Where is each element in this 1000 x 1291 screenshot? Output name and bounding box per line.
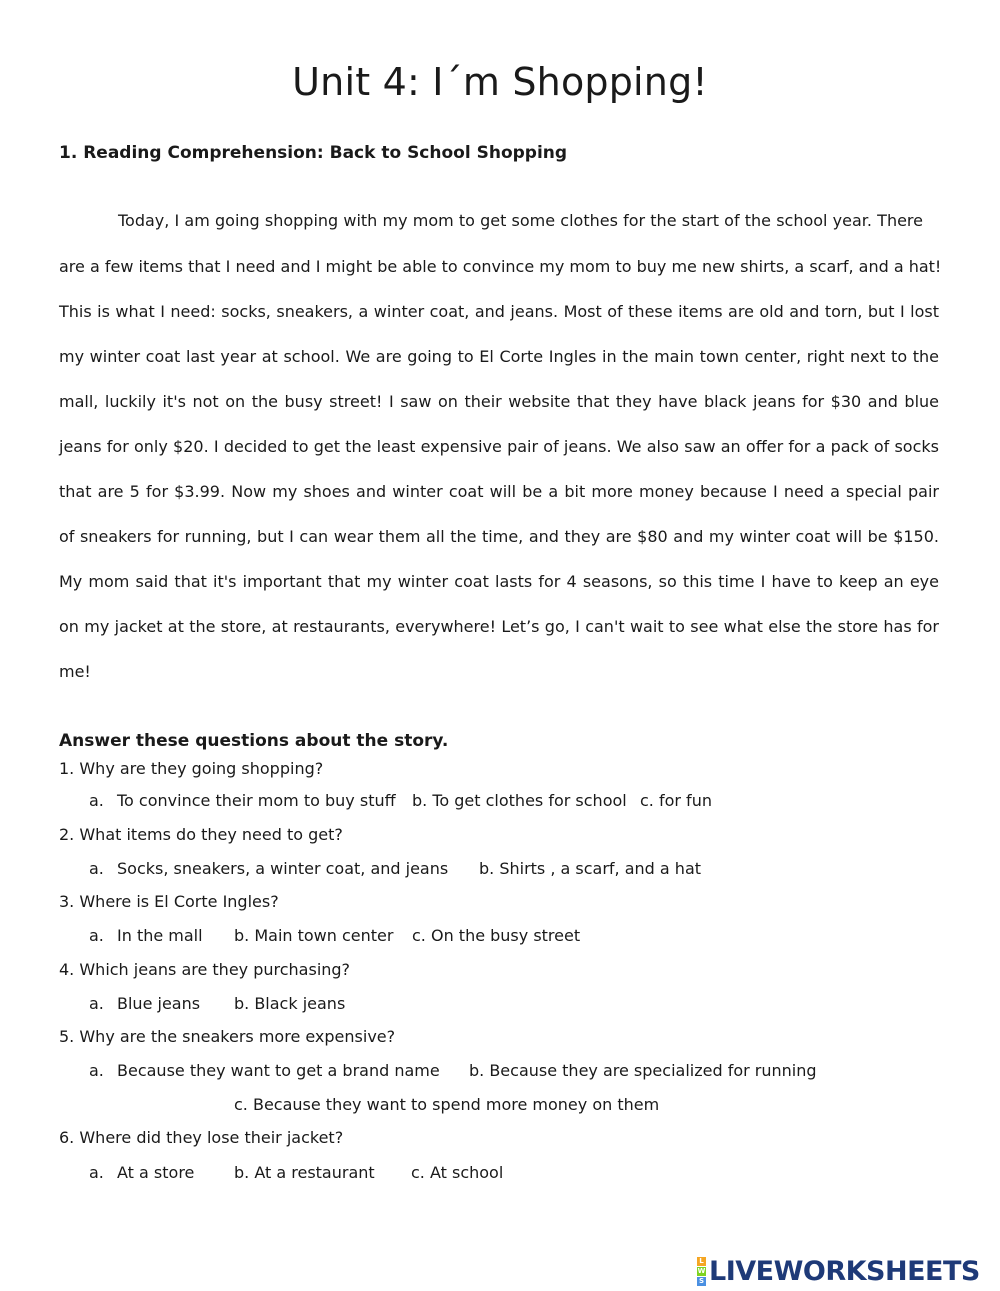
passage-line: Today, I am going shopping with my mom to get some clothes for the start of the school year. There: [118, 211, 923, 230]
answer-option[interactable]: To convince their mom to buy stuff: [117, 791, 396, 810]
passage-line: that are 5 for $3.99. Now my shoes and winter coat will be a bit more money because I need a special pair: [59, 482, 939, 501]
passage-line: on my jacket at the store, at restaurants, everywhere! Let’s go, I can't wait to see what else the store has for: [59, 617, 939, 636]
passage-line: jeans for only $20. I decided to get the least expensive pair of jeans. We also saw an offer for a pack of socks: [59, 437, 939, 456]
liveworksheets-logo: [697, 1256, 980, 1287]
answer-option[interactable]: c. At school: [411, 1163, 504, 1182]
logo-text: LIVEWORKSHEETS: [709, 1256, 980, 1287]
answer-option[interactable]: Blue jeans: [117, 994, 201, 1013]
option-marker: a.: [89, 926, 104, 945]
answer-option[interactable]: b. To get clothes for school: [412, 791, 627, 810]
question-3: 3. Where is El Corte Ingles?: [59, 892, 279, 911]
option-marker: a.: [89, 994, 104, 1013]
passage-line: me!: [59, 662, 91, 681]
question-6: 6. Where did they lose their jacket?: [59, 1128, 344, 1147]
answer-option[interactable]: c. Because they want to spend more money on them: [234, 1095, 660, 1114]
passage-line: This is what I need: socks, sneakers, a winter coat, and jeans. Most of these items are old and torn, but I lost: [59, 302, 939, 321]
logo-blocks-icon: [697, 1257, 706, 1286]
answer-option[interactable]: b. Main town center: [234, 926, 394, 945]
answer-option[interactable]: b. Black jeans: [234, 994, 346, 1013]
option-marker: a.: [89, 859, 104, 878]
answer-option[interactable]: b. At a restaurant: [234, 1163, 375, 1182]
passage-line: are a few items that I need and I might be able to convince my mom to buy me new shirts, a scarf, and a hat!: [59, 257, 942, 276]
question-5: 5. Why are the sneakers more expensive?: [59, 1027, 396, 1046]
option-marker: a.: [89, 791, 104, 810]
answer-option[interactable]: In the mall: [117, 926, 203, 945]
answer-option[interactable]: At a store: [117, 1163, 195, 1182]
questions-heading: Answer these questions about the story.: [59, 731, 449, 751]
passage-line: My mom said that it's important that my winter coat lasts for 4 seasons, so this time I have to keep an eye: [59, 572, 939, 591]
answer-option[interactable]: c. for fun: [640, 791, 712, 810]
logo-block: S: [698, 1277, 705, 1285]
answer-option[interactable]: Because they want to get a brand name: [117, 1061, 440, 1080]
question-1: 1. Why are they going shopping?: [59, 759, 324, 778]
answer-option[interactable]: c. On the busy street: [412, 926, 581, 945]
option-marker: a.: [89, 1163, 104, 1182]
option-marker: a.: [89, 1061, 104, 1080]
logo-block: W: [697, 1267, 706, 1275]
question-4: 4. Which jeans are they purchasing?: [59, 960, 351, 979]
answer-option[interactable]: Socks, sneakers, a winter coat, and jeans: [117, 859, 449, 878]
logo-block: L: [697, 1257, 706, 1266]
answer-option[interactable]: b. Shirts , a scarf, and a hat: [479, 859, 702, 878]
passage-line: mall, luckily it's not on the busy street! I saw on their website that they have black jeans for $30 and blue: [59, 392, 939, 411]
answer-option[interactable]: b. Because they are specialized for running: [469, 1061, 817, 1080]
page-title: Unit 4: I´m Shopping!: [292, 60, 708, 104]
passage-line: my winter coat last year at school. We are going to El Corte Ingles in the main town center, right next to the: [59, 347, 939, 366]
section-heading: 1. Reading Comprehension: Back to School Shopping: [59, 143, 568, 163]
passage-line: of sneakers for running, but I can wear them all the time, and they are $80 and my winter coat will be $150.: [59, 527, 939, 546]
question-2: 2. What items do they need to get?: [59, 825, 343, 844]
